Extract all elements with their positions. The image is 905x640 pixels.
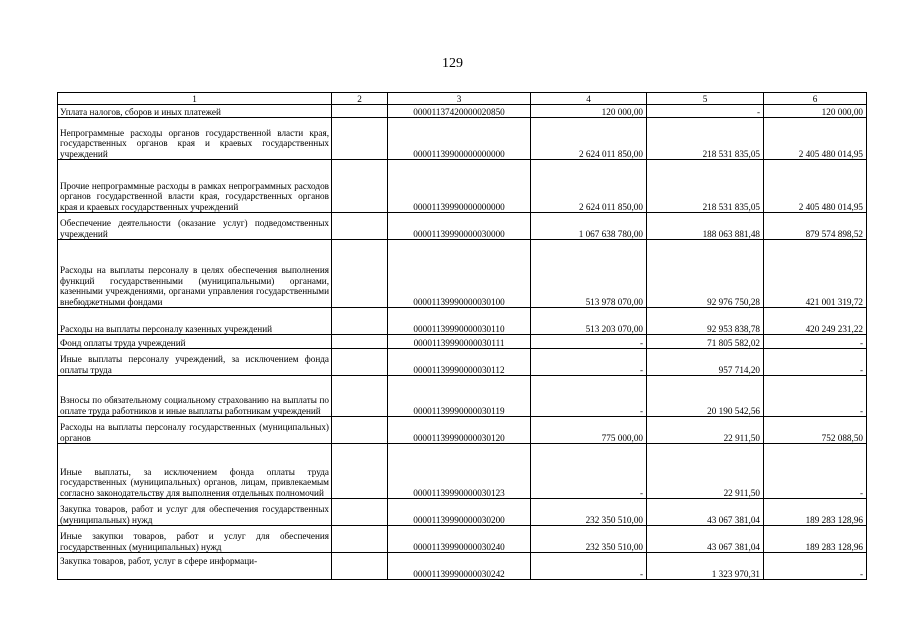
budget-code: 00001139990000030000 bbox=[388, 213, 531, 240]
col2-cell bbox=[332, 526, 388, 553]
expense-name: Закупка товаров, работ, услуг в сфере информаци- bbox=[58, 553, 332, 580]
value-col6: 189 283 128,96 bbox=[764, 499, 867, 526]
value-col4: - bbox=[531, 444, 647, 499]
value-col4: 120 000,00 bbox=[531, 105, 647, 118]
expense-name: Непрограммные расходы органов государственной власти края, государственных органов края и краевых государственных учреждений bbox=[58, 118, 332, 160]
expense-name: Прочие непрограммные расходы в рамках непрограммных расходов органов государственной власти края, государственных органов края и краевых государственных учреждений bbox=[58, 160, 332, 213]
budget-code: 00001139990000030240 bbox=[388, 526, 531, 553]
table-row bbox=[58, 118, 867, 160]
value-col4: - bbox=[531, 376, 647, 417]
value-col6: 120 000,00 bbox=[764, 105, 867, 118]
budget-code: 00001139900000000000 bbox=[388, 118, 531, 160]
value-col6: 2 405 480 014,95 bbox=[764, 160, 867, 213]
col2-cell bbox=[332, 349, 388, 376]
table-row bbox=[58, 160, 867, 213]
value-col6: 189 283 128,96 bbox=[764, 526, 867, 553]
value-col6: - bbox=[764, 553, 867, 580]
budget-code: 00001139990000030100 bbox=[388, 240, 531, 308]
table-row bbox=[58, 240, 867, 308]
expense-name: Закупка товаров, работ и услуг для обеспечения государственных (муниципальных) нужд bbox=[58, 499, 332, 526]
value-col5: 188 063 881,48 bbox=[647, 213, 764, 240]
budget-code: 00001139990000030119 bbox=[388, 376, 531, 417]
expense-name: Уплата налогов, сборов и иных платежей bbox=[58, 105, 332, 118]
budget-code: 00001139990000030200 bbox=[388, 499, 531, 526]
table-row bbox=[58, 376, 867, 417]
value-col6: 420 249 231,22 bbox=[764, 308, 867, 335]
value-col6: - bbox=[764, 444, 867, 499]
header-col-3: 3 bbox=[388, 93, 531, 105]
col2-cell bbox=[332, 553, 388, 580]
col2-cell bbox=[332, 160, 388, 213]
value-col6: 421 001 319,72 bbox=[764, 240, 867, 308]
table-row bbox=[58, 553, 867, 580]
value-col5: 22 911,50 bbox=[647, 444, 764, 499]
value-col6: - bbox=[764, 376, 867, 417]
value-col4: 232 350 510,00 bbox=[531, 499, 647, 526]
value-col5: 71 805 582,02 bbox=[647, 335, 764, 349]
expense-name: Расходы на выплаты персоналу казенных учреждений bbox=[58, 308, 332, 335]
value-col5: 92 976 750,28 bbox=[647, 240, 764, 308]
budget-code: 00001139990000030242 bbox=[388, 553, 531, 580]
table-row bbox=[58, 499, 867, 526]
budget-table bbox=[57, 92, 867, 580]
expense-name: Иные выплаты, за исключением фонда оплаты труда государственных (муниципальных) органов, лицам, привлекаемым согласно законодательству для выполнения отдельных полномочий bbox=[58, 444, 332, 499]
expense-name: Расходы на выплаты персоналу в целях обеспечения выполнения функций государственными (муниципальными) органами, казенными учреждениями, органами управления государственными внебюджетными фондами bbox=[58, 240, 332, 308]
col2-cell bbox=[332, 213, 388, 240]
table-row bbox=[58, 213, 867, 240]
value-col6: 879 574 898,52 bbox=[764, 213, 867, 240]
col2-cell bbox=[332, 308, 388, 335]
value-col4: 2 624 011 850,00 bbox=[531, 118, 647, 160]
value-col5: 43 067 381,04 bbox=[647, 499, 764, 526]
col2-cell bbox=[332, 335, 388, 349]
budget-code: 00001137420000020850 bbox=[388, 105, 531, 118]
value-col4: - bbox=[531, 335, 647, 349]
expense-name: Иные выплаты персоналу учреждений, за исключением фонда оплаты труда bbox=[58, 349, 332, 376]
value-col4: 1 067 638 780,00 bbox=[531, 213, 647, 240]
expense-name: Взносы по обязательному социальному страхованию на выплаты по оплате труда работников и иные выплаты работникам учреждений bbox=[58, 376, 332, 417]
value-col4: 232 350 510,00 bbox=[531, 526, 647, 553]
header-col-1: 1 bbox=[58, 93, 332, 105]
expense-name: Обеспечение деятельности (оказание услуг) подведомственных учреждений bbox=[58, 213, 332, 240]
col2-cell bbox=[332, 118, 388, 160]
value-col5: 22 911,50 bbox=[647, 417, 764, 444]
table-row bbox=[58, 335, 867, 349]
table-header-row bbox=[58, 93, 867, 105]
budget-code: 00001139990000030120 bbox=[388, 417, 531, 444]
value-col5: - bbox=[647, 105, 764, 118]
value-col6: - bbox=[764, 349, 867, 376]
col2-cell bbox=[332, 417, 388, 444]
header-col-2: 2 bbox=[332, 93, 388, 105]
value-col6: 2 405 480 014,95 bbox=[764, 118, 867, 160]
col2-cell bbox=[332, 376, 388, 417]
col2-cell bbox=[332, 444, 388, 499]
expense-name: Фонд оплаты труда учреждений bbox=[58, 335, 332, 349]
col2-cell bbox=[332, 499, 388, 526]
value-col4: 513 978 070,00 bbox=[531, 240, 647, 308]
value-col4: - bbox=[531, 553, 647, 580]
value-col5: 218 531 835,05 bbox=[647, 118, 764, 160]
table-row bbox=[58, 526, 867, 553]
value-col4: - bbox=[531, 349, 647, 376]
value-col5: 218 531 835,05 bbox=[647, 160, 764, 213]
value-col5: 43 067 381,04 bbox=[647, 526, 764, 553]
budget-code: 00001139990000030112 bbox=[388, 349, 531, 376]
table-row bbox=[58, 349, 867, 376]
table-row bbox=[58, 444, 867, 499]
table-row bbox=[58, 417, 867, 444]
budget-code: 00001139990000030111 bbox=[388, 335, 531, 349]
header-col-6: 6 bbox=[764, 93, 867, 105]
table-row bbox=[58, 308, 867, 335]
value-col6: 752 088,50 bbox=[764, 417, 867, 444]
value-col5: 1 323 970,31 bbox=[647, 553, 764, 580]
col2-cell bbox=[332, 240, 388, 308]
header-col-5: 5 bbox=[647, 93, 764, 105]
value-col4: 775 000,00 bbox=[531, 417, 647, 444]
col2-cell bbox=[332, 105, 388, 118]
value-col4: 513 203 070,00 bbox=[531, 308, 647, 335]
budget-code: 00001139990000030110 bbox=[388, 308, 531, 335]
value-col5: 20 190 542,56 bbox=[647, 376, 764, 417]
budget-code: 00001139990000030123 bbox=[388, 444, 531, 499]
expense-name: Расходы на выплаты персоналу государственных (муниципальных) органов bbox=[58, 417, 332, 444]
budget-code: 00001139990000000000 bbox=[388, 160, 531, 213]
header-col-4: 4 bbox=[531, 93, 647, 105]
value-col5: 957 714,20 bbox=[647, 349, 764, 376]
value-col5: 92 953 838,78 bbox=[647, 308, 764, 335]
value-col6: - bbox=[764, 335, 867, 349]
table-row bbox=[58, 105, 867, 118]
value-col4: 2 624 011 850,00 bbox=[531, 160, 647, 213]
expense-name: Иные закупки товаров, работ и услуг для обеспечения государственных (муниципальных) нужд bbox=[58, 526, 332, 553]
page-number: 129 bbox=[442, 56, 463, 71]
